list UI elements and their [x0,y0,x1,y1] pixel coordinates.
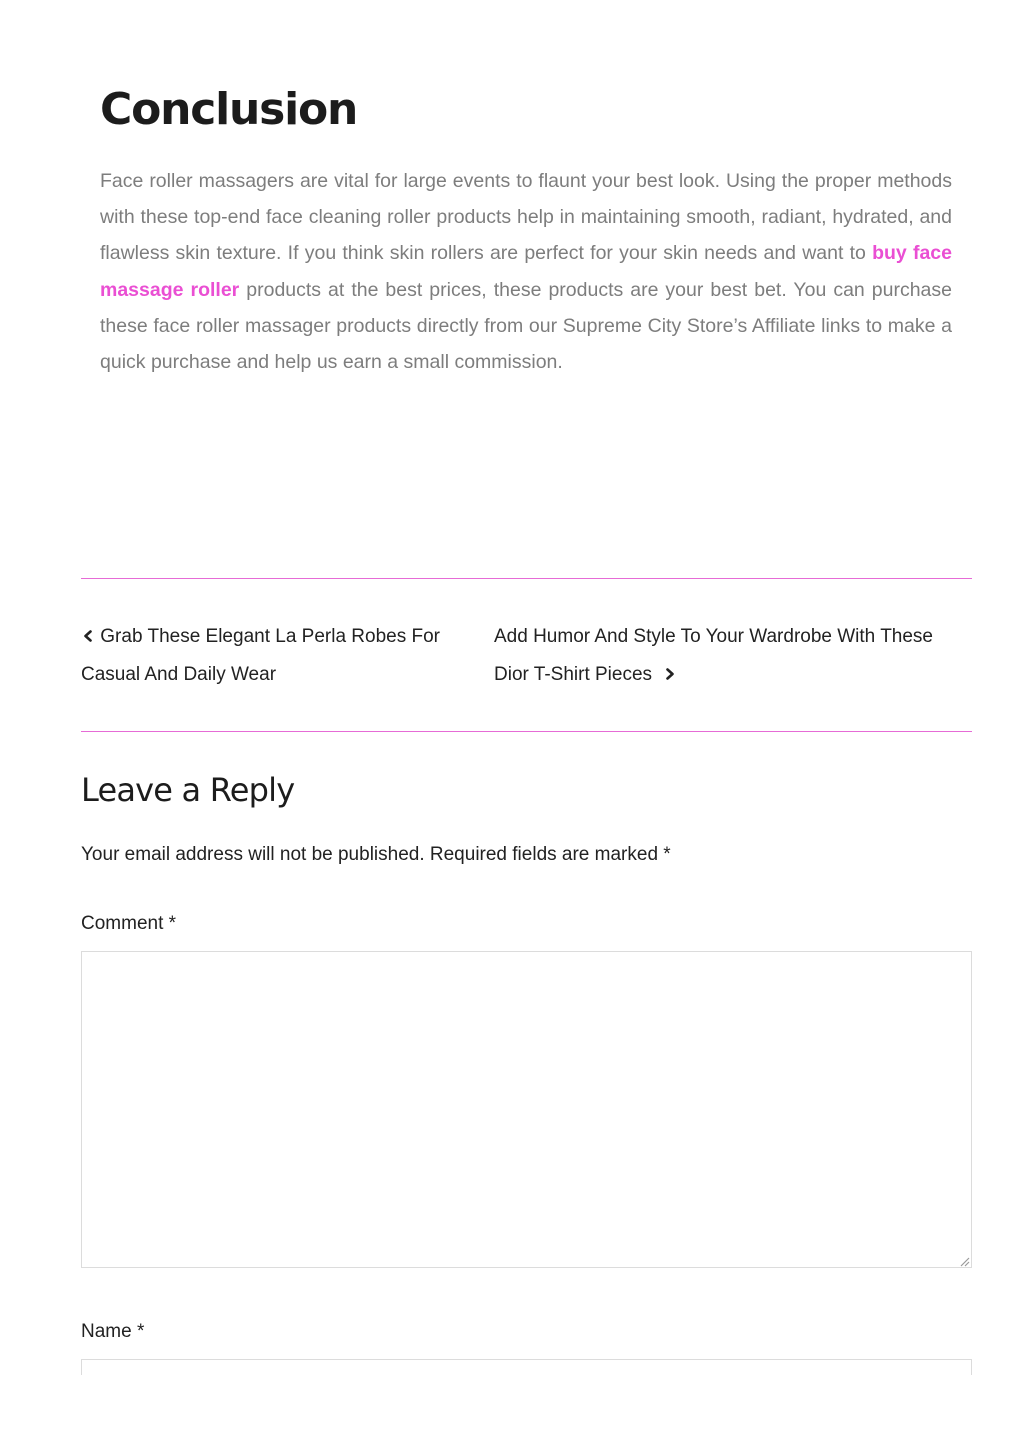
paragraph-text-end: products at the best prices, these products are your best bet. You can purchase these face roller massager products directly from our Supreme City Store’s Affiliate links to make a quick purchase and help us earn a small commission. [100,278,952,374]
chevron-left-icon [81,629,95,643]
conclusion-heading: Conclusion [100,84,358,135]
chevron-right-icon [663,667,677,681]
comment-label: Comment * [81,913,177,934]
next-post-title: Add Humor And Style To Your Wardrobe With These Dior T-Shirt Pieces [494,626,933,685]
post-nav-bottom-divider [81,731,972,732]
comment-textarea[interactable] [81,951,972,1268]
name-label: Name * [81,1321,145,1342]
post-nav-top-divider [81,578,972,579]
conclusion-paragraph [100,163,952,380]
buy-face-massage-roller-link[interactable]: buy face massage roller [100,242,952,301]
name-field-container [81,1359,972,1375]
next-post-link[interactable] [494,618,964,694]
previous-post-title: Grab These Elegant La Perla Robes For Casual And Daily Wear [81,626,441,685]
leave-reply-heading: Leave a Reply [81,771,295,809]
resize-handle-icon[interactable] [958,1254,970,1266]
name-input[interactable] [81,1359,972,1375]
previous-post-link[interactable] [81,618,461,694]
paragraph-text-start: Face roller massagers are vital for large events to flaunt your best look. Using the proper methods with these top-end face cleaning roller products help in maintaining smooth, radiant, hydrated, and flawless skin texture. If you think skin rollers are perfect for your skin needs and want to [100,170,952,265]
comment-notes: Your email address will not be published. Required fields are marked * [81,844,671,865]
